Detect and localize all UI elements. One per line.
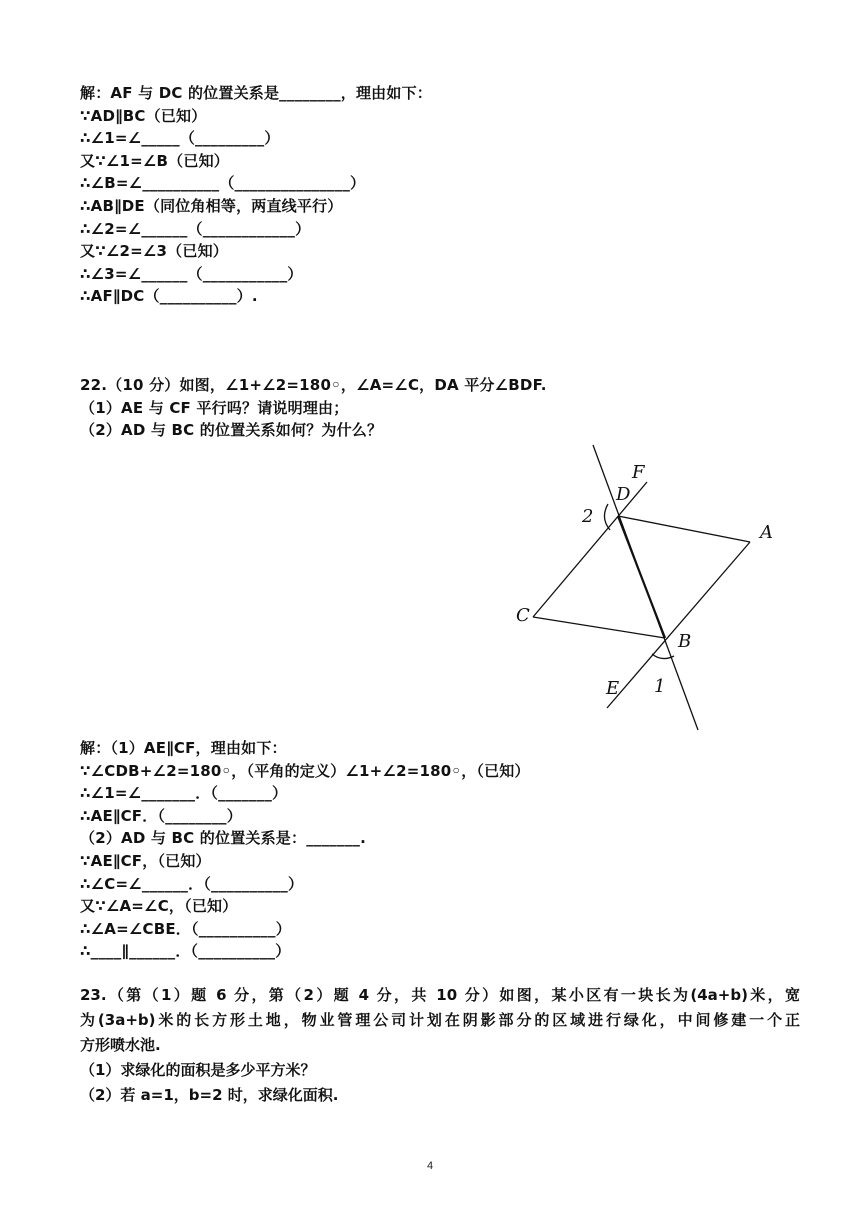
text-line: ∴AF∥DC（__________）. bbox=[80, 287, 258, 306]
problem-22 bbox=[80, 374, 800, 442]
problem-23-statement-line-2: 为(3a+b)米的长方形土地，物业管理公司计划在阴影部分的区域进行绿化，中间修建一个正 bbox=[80, 1011, 800, 1029]
label-angle-2: 2 bbox=[582, 506, 594, 527]
segment-DB bbox=[618, 516, 665, 638]
problem-23-part-2: （2）若 a=1，b=2 时，求绿化面积. bbox=[80, 1086, 339, 1104]
text-line: ∵∠CDB+∠2=180◦，（平角的定义）∠1+∠2=180◦，（已知） bbox=[80, 761, 530, 780]
label-angle-1: 1 bbox=[654, 676, 666, 697]
text-line: 解：AF 与 DC 的位置关系是________，理由如下： bbox=[80, 84, 432, 102]
problem-22-part-1: （1）AE 与 CF 平行吗？请说明理由； bbox=[80, 398, 349, 417]
text-line: ∴∠C=∠______．（__________） bbox=[80, 874, 304, 893]
text-line: ∴∠A=∠CBE．（__________） bbox=[80, 919, 291, 938]
problem-23 bbox=[80, 983, 800, 1108]
problem-22-part-2: （2）AD 与 BC 的位置关系如何？为什么？ bbox=[80, 421, 383, 440]
text-line: ∴∠2=∠______（____________） bbox=[80, 219, 311, 238]
page-number: 4 bbox=[426, 1160, 434, 1172]
label-C: C bbox=[516, 605, 530, 626]
text-line: 解：（1）AE∥CF，理由如下： bbox=[80, 739, 287, 757]
text-line: ∴∠1=∠_______．（_______） bbox=[80, 784, 288, 803]
label-E: E bbox=[606, 678, 620, 699]
text-line: ∵AE∥CF，（已知） bbox=[80, 851, 211, 870]
text-line: ∴AE∥CF．（________） bbox=[80, 806, 242, 825]
problem-22-solution bbox=[80, 737, 800, 963]
text-line: ∴AB∥DE（同位角相等，两直线平行） bbox=[80, 196, 343, 215]
text-line: 又∵∠1=∠B（已知） bbox=[80, 151, 229, 170]
text-line: 又∵∠2=∠3（已知） bbox=[80, 242, 228, 261]
problem-21-solution bbox=[80, 82, 800, 308]
problem-23-statement-line-1: 23.（第（1）题 6 分，第（2）题 4 分，共 10 分）如图，某小区有一块长为(4a+b)米，宽 bbox=[80, 986, 800, 1004]
text-line: ∴∠1=∠_____（_________） bbox=[80, 129, 280, 148]
geometry-figure bbox=[500, 440, 800, 735]
label-D: D bbox=[616, 484, 631, 505]
text-line: 又∵∠A=∠C，（已知） bbox=[80, 897, 238, 916]
label-A: A bbox=[760, 522, 773, 543]
label-F: F bbox=[632, 462, 645, 483]
problem-23-statement-line-3: 方形喷水池. bbox=[80, 1036, 161, 1054]
text-line: ∴____∥______．（__________） bbox=[80, 942, 291, 961]
text-line: ∴∠3=∠______（___________） bbox=[80, 264, 303, 283]
problem-22-statement: 22.（10 分）如图，∠1+∠2=180◦，∠A=∠C，DA 平分∠BDF. bbox=[80, 376, 547, 394]
segment-DA bbox=[618, 516, 750, 542]
problem-23-part-1: （1）求绿化的面积是多少平方米？ bbox=[80, 1061, 316, 1079]
line-AE bbox=[607, 542, 750, 708]
text-line: ∴∠B=∠__________（_______________） bbox=[80, 174, 366, 193]
segment-CB bbox=[533, 617, 665, 638]
label-B: B bbox=[678, 631, 692, 652]
text-line: ∵AD∥BC（已知） bbox=[80, 106, 207, 125]
text-line: （2）AD 与 BC 的位置关系是：_______. bbox=[80, 829, 367, 848]
